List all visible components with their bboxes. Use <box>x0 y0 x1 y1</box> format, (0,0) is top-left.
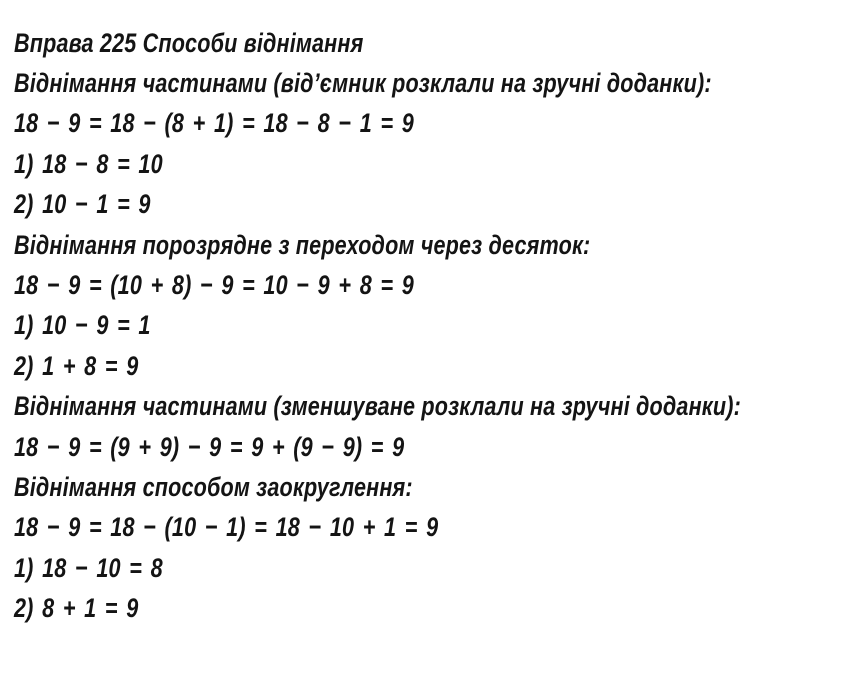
equation-line: 18 − 9 = 18 − (8 + 1) = 18 − 8 − 1 = 9 <box>14 108 414 139</box>
method-heading-parts-minuend: Віднімання частинами (зменшуване розклали на зручні доданки): <box>14 391 741 422</box>
step-line: 2) 10 − 1 = 9 <box>14 189 151 220</box>
step-line: 2) 8 + 1 = 9 <box>14 593 139 624</box>
method-heading-parts-subtrahend: Віднімання частинами (від’ємник розклали на зручні доданки): <box>14 68 712 99</box>
step-line: 1) 18 − 8 = 10 <box>14 148 163 179</box>
step-line: 1) 10 − 9 = 1 <box>14 310 151 341</box>
equation-line: 18 − 9 = (9 + 9) − 9 = 9 + (9 − 9) = 9 <box>14 431 405 462</box>
equation-line: 18 − 9 = 18 − (10 − 1) = 18 − 10 + 1 = 9 <box>14 512 439 543</box>
method-heading-rounding: Віднімання способом заокруглення: <box>14 471 413 502</box>
step-line: 1) 18 − 10 = 8 <box>14 552 163 583</box>
exercise-title: Вправа 225 Способи віднімання <box>14 27 364 58</box>
method-heading-place-value: Віднімання порозрядне з переходом через десяток: <box>14 229 591 260</box>
step-line: 2) 1 + 8 = 9 <box>14 350 139 381</box>
equation-line: 18 − 9 = (10 + 8) − 9 = 10 − 9 + 8 = 9 <box>14 270 414 301</box>
